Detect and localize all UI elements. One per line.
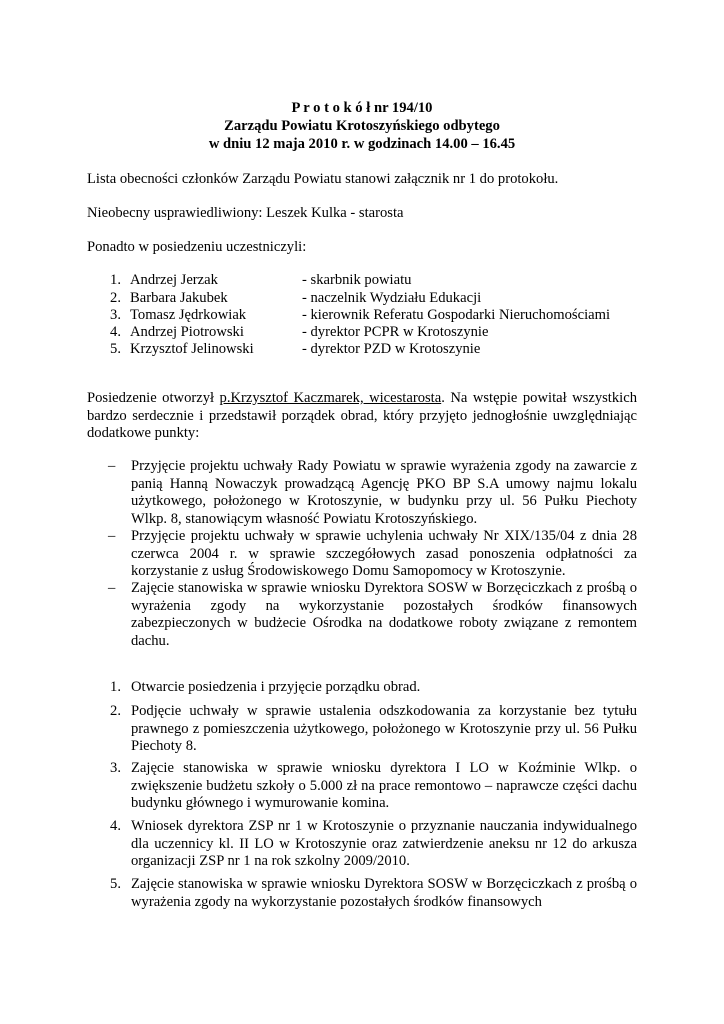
agenda-item: Otwarcie posiedzenia i przyjęcie porządku obrad. (131, 679, 421, 695)
participant-role: - skarbnik powiatu (302, 272, 412, 288)
participants-intro: Ponadto w posiedzeniu uczestniczyli: (87, 239, 307, 255)
list-number: 2. (110, 290, 121, 306)
participant-role: - naczelnik Wydziału Edukacji (302, 290, 482, 306)
extra-point: Zajęcie stanowiska w sprawie wniosku Dyrektora SOSW w Borzęciczkach z prośbą o wyrażenia zgody na wykorzystanie pozostałych środków finansowych zabezpieczonych w budżecie Ośrodka na dodatkowe roboty związane z remontem dachu. (131, 580, 637, 649)
opener-name: p.Krzysztof Kaczmarek, wicestarosta (219, 390, 442, 406)
participant-name: Andrzej Jerzak (130, 272, 218, 288)
participant-role: - kierownik Referatu Gospodarki Nieruchomościami (302, 307, 611, 323)
list-number: 4. (110, 818, 121, 834)
agenda-item: Wniosek dyrektora ZSP nr 1 w Krotoszynie o przyznanie nauczania indywidualnego dla uczennicy kl. II LO w Krotoszynie oraz zatwierdzenie aneksu nr 12 do arkusza organizacji ZSP nr 1 na rok szkolny 2009/2010. (131, 818, 637, 870)
list-item (0, 290, 724, 308)
list-number: 2. (110, 703, 121, 719)
meeting-date: w dniu 12 maja 2010 r. w godzinach 14.00 – 16.45 (208, 136, 516, 152)
list-item (0, 272, 724, 290)
protocol-title: P r o t o k ó ł nr 194/10 (291, 100, 433, 116)
list-number: 3. (110, 307, 121, 323)
agenda-item: Zajęcie stanowiska w sprawie wniosku Dyrektora SOSW w Borzęciczkach z prośbą o wyrażenia zgody na wykorzystanie pozostałych środków finansowych (131, 876, 637, 910)
list-number: 5. (110, 341, 121, 357)
attendance-note: Lista obecności członków Zarządu Powiatu stanowi załącznik nr 1 do protokołu. (87, 171, 559, 187)
list-item (0, 307, 724, 325)
dash-bullet: – (108, 458, 116, 474)
list-number: 1. (110, 272, 121, 288)
participant-name: Andrzej Piotrowski (130, 324, 244, 340)
board-title: Zarządu Powiatu Krotoszyńskiego odbytego (224, 118, 500, 134)
extra-point: Przyjęcie projektu uchwały w sprawie uchylenia uchwały Nr XIX/135/04 z dnia 28 czerwca 2004 r. w sprawie szczegółowych zasad ponoszenia odpłatności za korzystanie z usług Środowiskowego Domu Samopomocy w Krotoszynie. (131, 528, 637, 580)
participant-name: Krzysztof Jelinowski (130, 341, 254, 357)
dash-bullet: – (108, 528, 116, 544)
list-number: 4. (110, 324, 121, 340)
list-item (0, 324, 724, 342)
agenda-item: Podjęcie uchwały w sprawie ustalenia odszkodowania za korzystanie bez tytułu prawnego z pomieszczenia użytkowego, położonego w Krotoszynie przy ul. 56 Pułku Piechoty 8. (131, 703, 637, 755)
list-number: 3. (110, 760, 121, 776)
participant-name: Barbara Jakubek (130, 290, 228, 306)
participant-role: - dyrektor PCPR w Krotoszynie (302, 324, 489, 340)
list-item (0, 341, 724, 359)
participant-role: - dyrektor PZD w Krotoszynie (302, 341, 481, 357)
dash-bullet: – (108, 580, 116, 596)
list-number: 5. (110, 876, 121, 892)
extra-point: Przyjęcie projektu uchwały Rady Powiatu w sprawie wyrażenia zgody na zawarcie z panią Hanną Nowaczyk prowadzącą Agencję PKO BP S.A umowy najmu lokalu użytkowego, położonego w Krotoszynie, w budynku przy ul. 56 Pułku Piechoty Wlkp. 8, stanowiącym własność Powiatu Krotoszyńskiego. (131, 458, 637, 527)
list-number: 1. (110, 679, 121, 695)
absent-note: Nieobecny usprawiedliwiony: Leszek Kulka - starosta (87, 205, 404, 221)
participant-name: Tomasz Jędrkowiak (130, 307, 247, 323)
opening-paragraph: Posiedzenie otworzył p.Krzysztof Kaczmarek, wicestarosta. Na wstępie powitał wszystkich bardzo serdecznie i przedstawił porządek obrad, który przyjęto jednogłośnie uwzględniając dodatkowe punkty: (87, 390, 637, 441)
agenda-item: Zajęcie stanowiska w sprawie wniosku dyrektora I LO w Koźminie Wlkp. o zwiększenie budżetu szkoły o 5.000 zł na prace remontowo – naprawcze części dachu budynku głównego i wymurowanie komina. (131, 760, 637, 812)
